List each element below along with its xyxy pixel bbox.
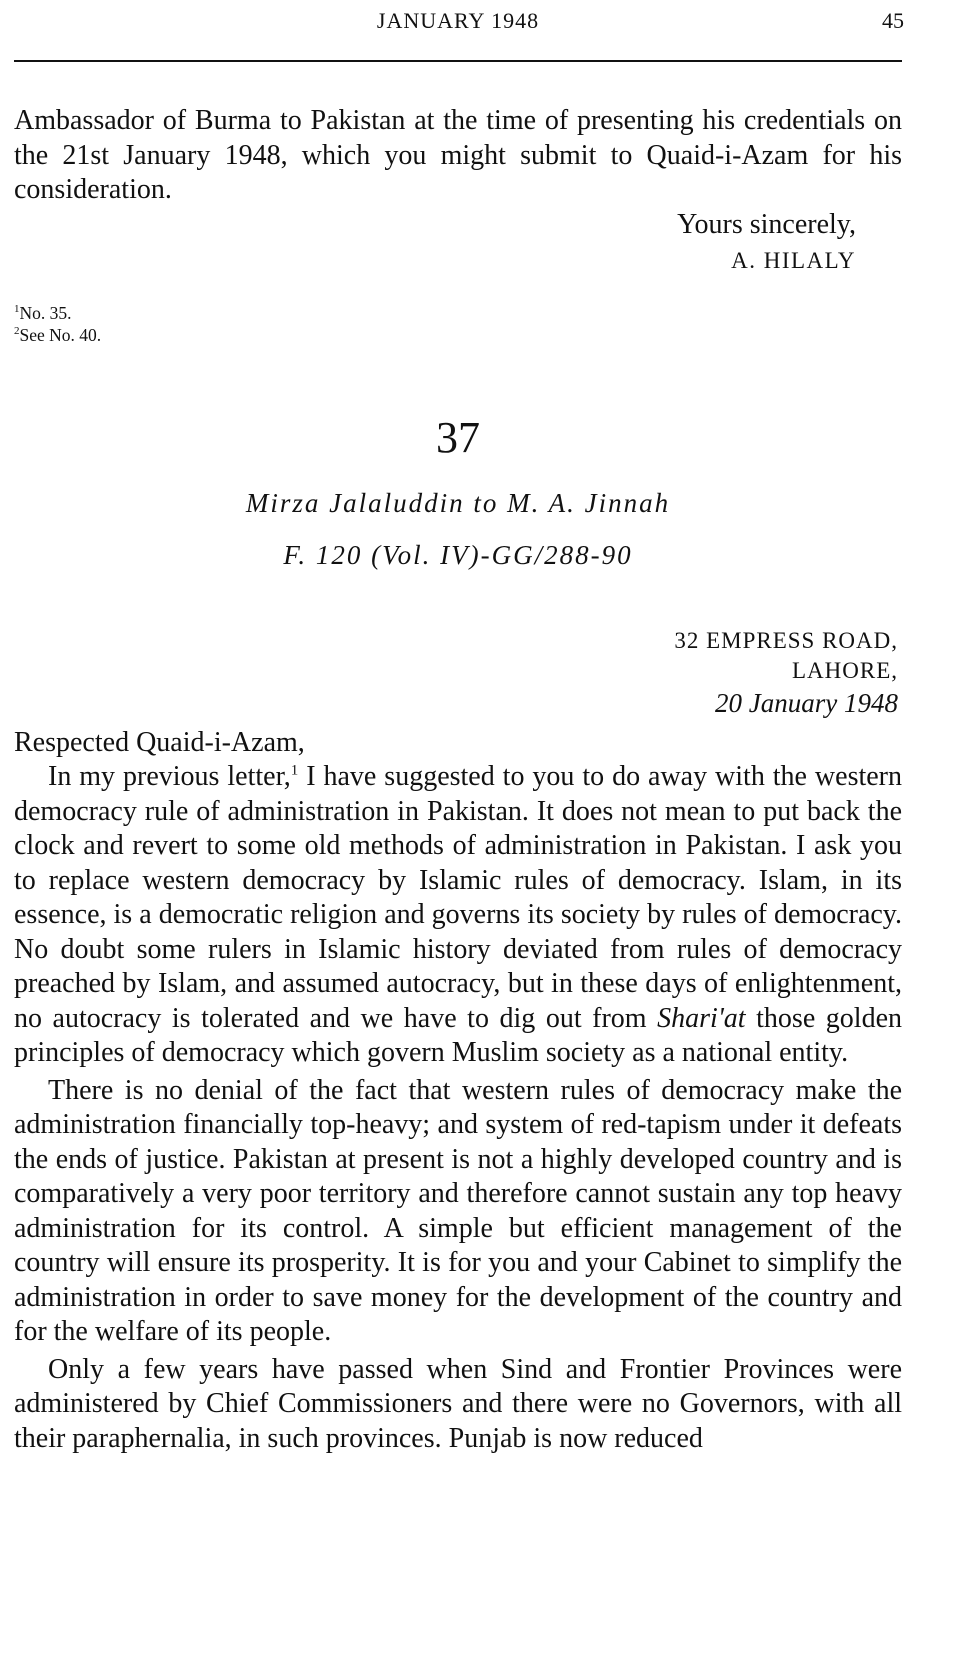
note-reference: 1 <box>290 762 299 779</box>
letter-date: 20 January 1948 <box>715 688 898 718</box>
previous-letter-closing <box>14 104 902 208</box>
address-line: LAHORE, <box>791 658 898 683</box>
footnote-text: No. 35. <box>19 303 72 323</box>
paragraph: Only a few years have passed when Sind and Frontier Provinces were administered by Chief Commissioners and there were no Governors, with all their paraphernalia, in such provinces. Punjab is now reduced <box>14 1353 902 1454</box>
paragraph: There is no denial of the fact that western rules of democracy make the administration financially top-heavy; and system of red-tapism under it defeats the ends of justice. Pakistan at present is not a highly developed country and is comparatively a very poor territory and therefore cannot sustain any top heavy administration for its control. A simple but efficient management of the country will ensure its prosperity. It is for you and your Cabinet to simplify the administration in order to save money for the development of the country and for the welfare of its people. <box>14 1074 902 1347</box>
paragraph-text: those golden principles of democracy which govern Muslim society as a national entity. <box>14 1002 902 1068</box>
footnote-mark: 1 <box>14 303 20 316</box>
italic-term: Shari'at <box>657 1002 746 1034</box>
paragraph <box>14 760 902 1071</box>
letter-body <box>14 760 902 1456</box>
address-line: 32 EMPRESS ROAD, <box>674 628 898 653</box>
footnotes <box>14 302 101 346</box>
salutation: Respected Quaid-i-Azam, <box>14 727 305 758</box>
valediction: Yours sincerely, <box>677 209 856 240</box>
document-number: 37 <box>436 413 480 462</box>
file-reference: F. 120 (Vol. IV)-GG/288-90 <box>283 540 633 570</box>
running-title: JANUARY 1948 <box>376 8 540 33</box>
page-number: 45 <box>882 8 904 33</box>
paragraph-text: In my previous letter, <box>48 761 291 792</box>
signature-block <box>677 208 856 278</box>
page-header <box>14 0 902 62</box>
closing-paragraph: Ambassador of Burma to Pakistan at the time of presenting his credentials on the 21st January 1948, which you might submit to Quaid-i-Azam for his consideration. <box>14 105 902 205</box>
signatory: A. HILALY <box>731 248 856 273</box>
footnote-mark: 2 <box>14 325 20 338</box>
paragraph-text: I have suggested to you to do away with the western democracy rule of administration in Pakistan. It does not mean to put back the clock and revert to some old methods of administration in Pakistan. I ask you to replace western democracy by Islamic rules of democracy. Islam, in its essence, is a democratic religion and governs its society by rules of democracy. No doubt some rulers in Islamic history deviated from rules of democracy preached by Islam, and assumed autocracy, but in these days of enlightenment, no autocracy is tolerated and we have to dig out from <box>14 761 902 1034</box>
footnote <box>14 324 101 346</box>
footnote-text: See No. 40. <box>19 325 102 345</box>
document-page <box>14 0 904 1454</box>
header-rule <box>14 60 902 62</box>
sender-address <box>674 626 898 720</box>
footnote <box>14 302 101 324</box>
document-from-to: Mirza Jalaluddin to M. A. Jinnah <box>245 488 671 518</box>
